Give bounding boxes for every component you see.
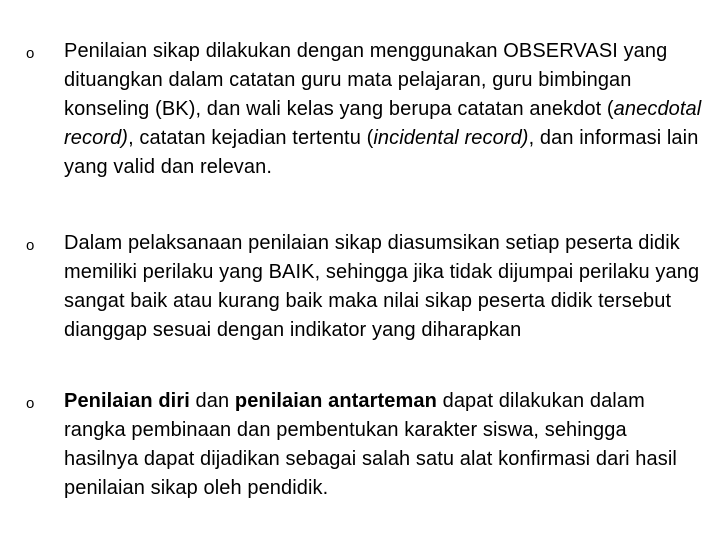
bullet-text <box>64 229 706 345</box>
bullet-marker-icon: o <box>26 45 35 62</box>
bold-term: penilaian antarteman <box>234 390 437 412</box>
italic-term: anecdotal record) <box>64 98 702 149</box>
bullet-marker-icon: o <box>26 395 35 412</box>
bullet-item-asumsi <box>26 229 706 345</box>
bullet-item-observasi <box>26 37 706 182</box>
italic-term: incidental record) <box>373 127 529 149</box>
text-segment: dan <box>189 390 235 412</box>
text-segment: dapat dilakukan dalam rangka pembinaan dan pembentukan karakter siswa, sehingga hasilnya dapat dijadikan sebagai salah satu alat konfirmasi dari hasil penilaian sikap oleh pendidik. <box>64 390 677 499</box>
bullet-marker-icon: o <box>26 237 35 254</box>
bold-term: Penilaian diri <box>64 390 190 412</box>
text-segment: Dalam pelaksanaan penilaian sikap diasumsikan setiap peserta didik memiliki perilaku yang BAIK, sehingga jika tidak dijumpai perilaku yang sangat baik atau kurang baik maka nilai sikap peserta didik tersebut dianggap sesuai dengan indikator yang diharapkan <box>64 232 700 341</box>
bullet-item-penilaian-diri <box>26 387 706 503</box>
bullet-text <box>64 387 706 503</box>
text-segment: , dan informasi lain yang valid dan relevan. <box>64 127 699 178</box>
text-segment: , catatan kejadian tertentu ( <box>128 127 374 149</box>
bullet-text <box>64 37 706 182</box>
text-segment: Penilaian sikap dilakukan dengan menggunakan OBSERVASI yang dituangkan dalam catatan guru mata pelajaran, guru bimbingan konseling (BK), dan wali kelas yang berupa catatan anekdot ( <box>64 40 668 120</box>
